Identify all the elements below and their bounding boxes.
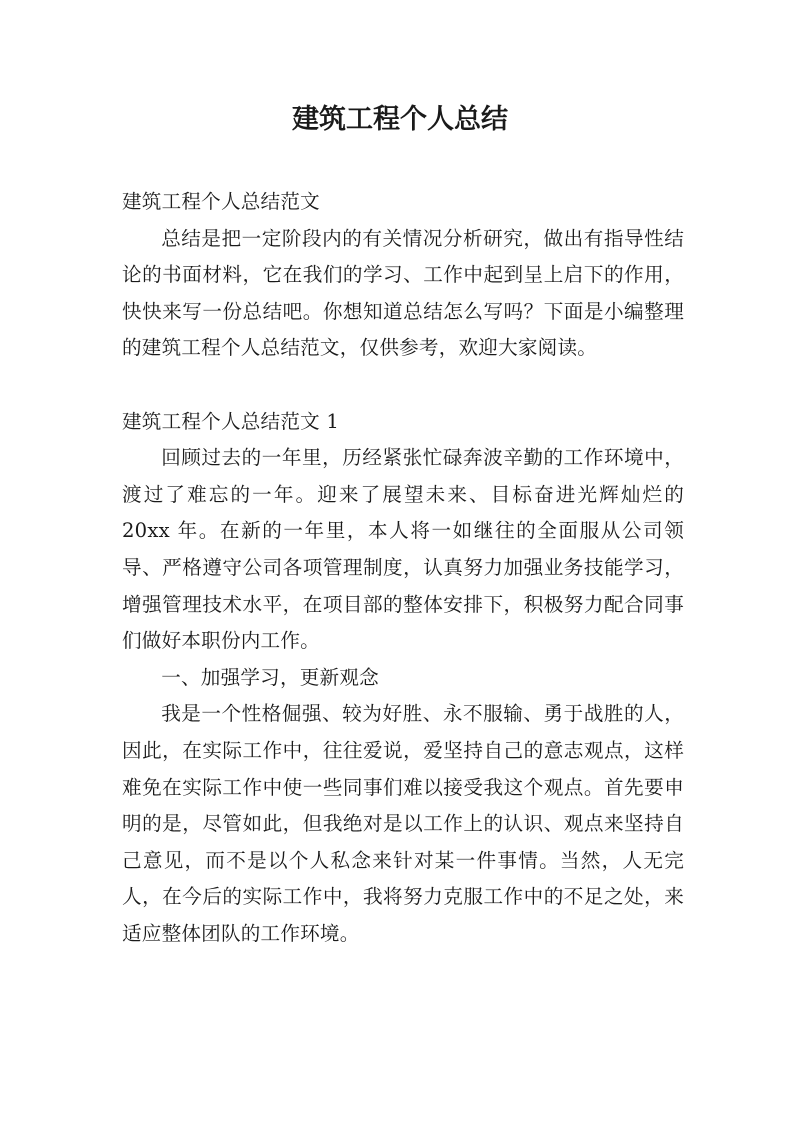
sample1-heading: 建筑工程个人总结范文 1 (122, 409, 340, 433)
document-body (122, 184, 684, 952)
section1-heading: 一、加强学习，更新观念 (161, 665, 379, 689)
section1-paragraph: 我是一个性格倔强、较为好胜、永不服输、勇于战胜的人，因此，在实际工作中，往往爱说，爱坚持自己的意志观点，这样难免在实际工作中使一些同事们难以接受我这个观点。首先要申明的是，尽管如此，但我绝对是以工作上的认识、观点来坚持自己意见，而不是以个人私念来针对某一件事情。当然，人无完人，在今后的实际工作中，我将努力克服工作中的不足之处，来适应整体团队的工作环境。 (122, 702, 684, 945)
intro-paragraph: 总结是把一定阶段内的有关情况分析研究，做出有指导性结论的书面材料，它在我们的学习、工作中起到呈上启下的作用，快快来写一份总结吧。你想知道总结怎么写吗？下面是小编整理的建筑工程个人总结范文，仅供参考，欢迎大家阅读。 (122, 226, 684, 360)
paragraph-spacer (122, 367, 684, 404)
sample1-paragraph: 回顾过去的一年里，历经紧张忙碌奔波辛勤的工作环境中，渡过了难忘的一年。迎来了展望未来、目标奋进光辉灿烂的 20xx 年。在新的一年里，本人将一如继往的全面服从公司领导、严格遵守公司各项管理制度，认真努力加强业务技能学习，增强管理技术水平，在项目部的整体安排下，积极努力配合同事们做好本职份内工作。 (122, 446, 684, 653)
document-title: 建筑工程个人总结 (292, 104, 508, 135)
intro-heading: 建筑工程个人总结范文 (122, 190, 320, 213)
